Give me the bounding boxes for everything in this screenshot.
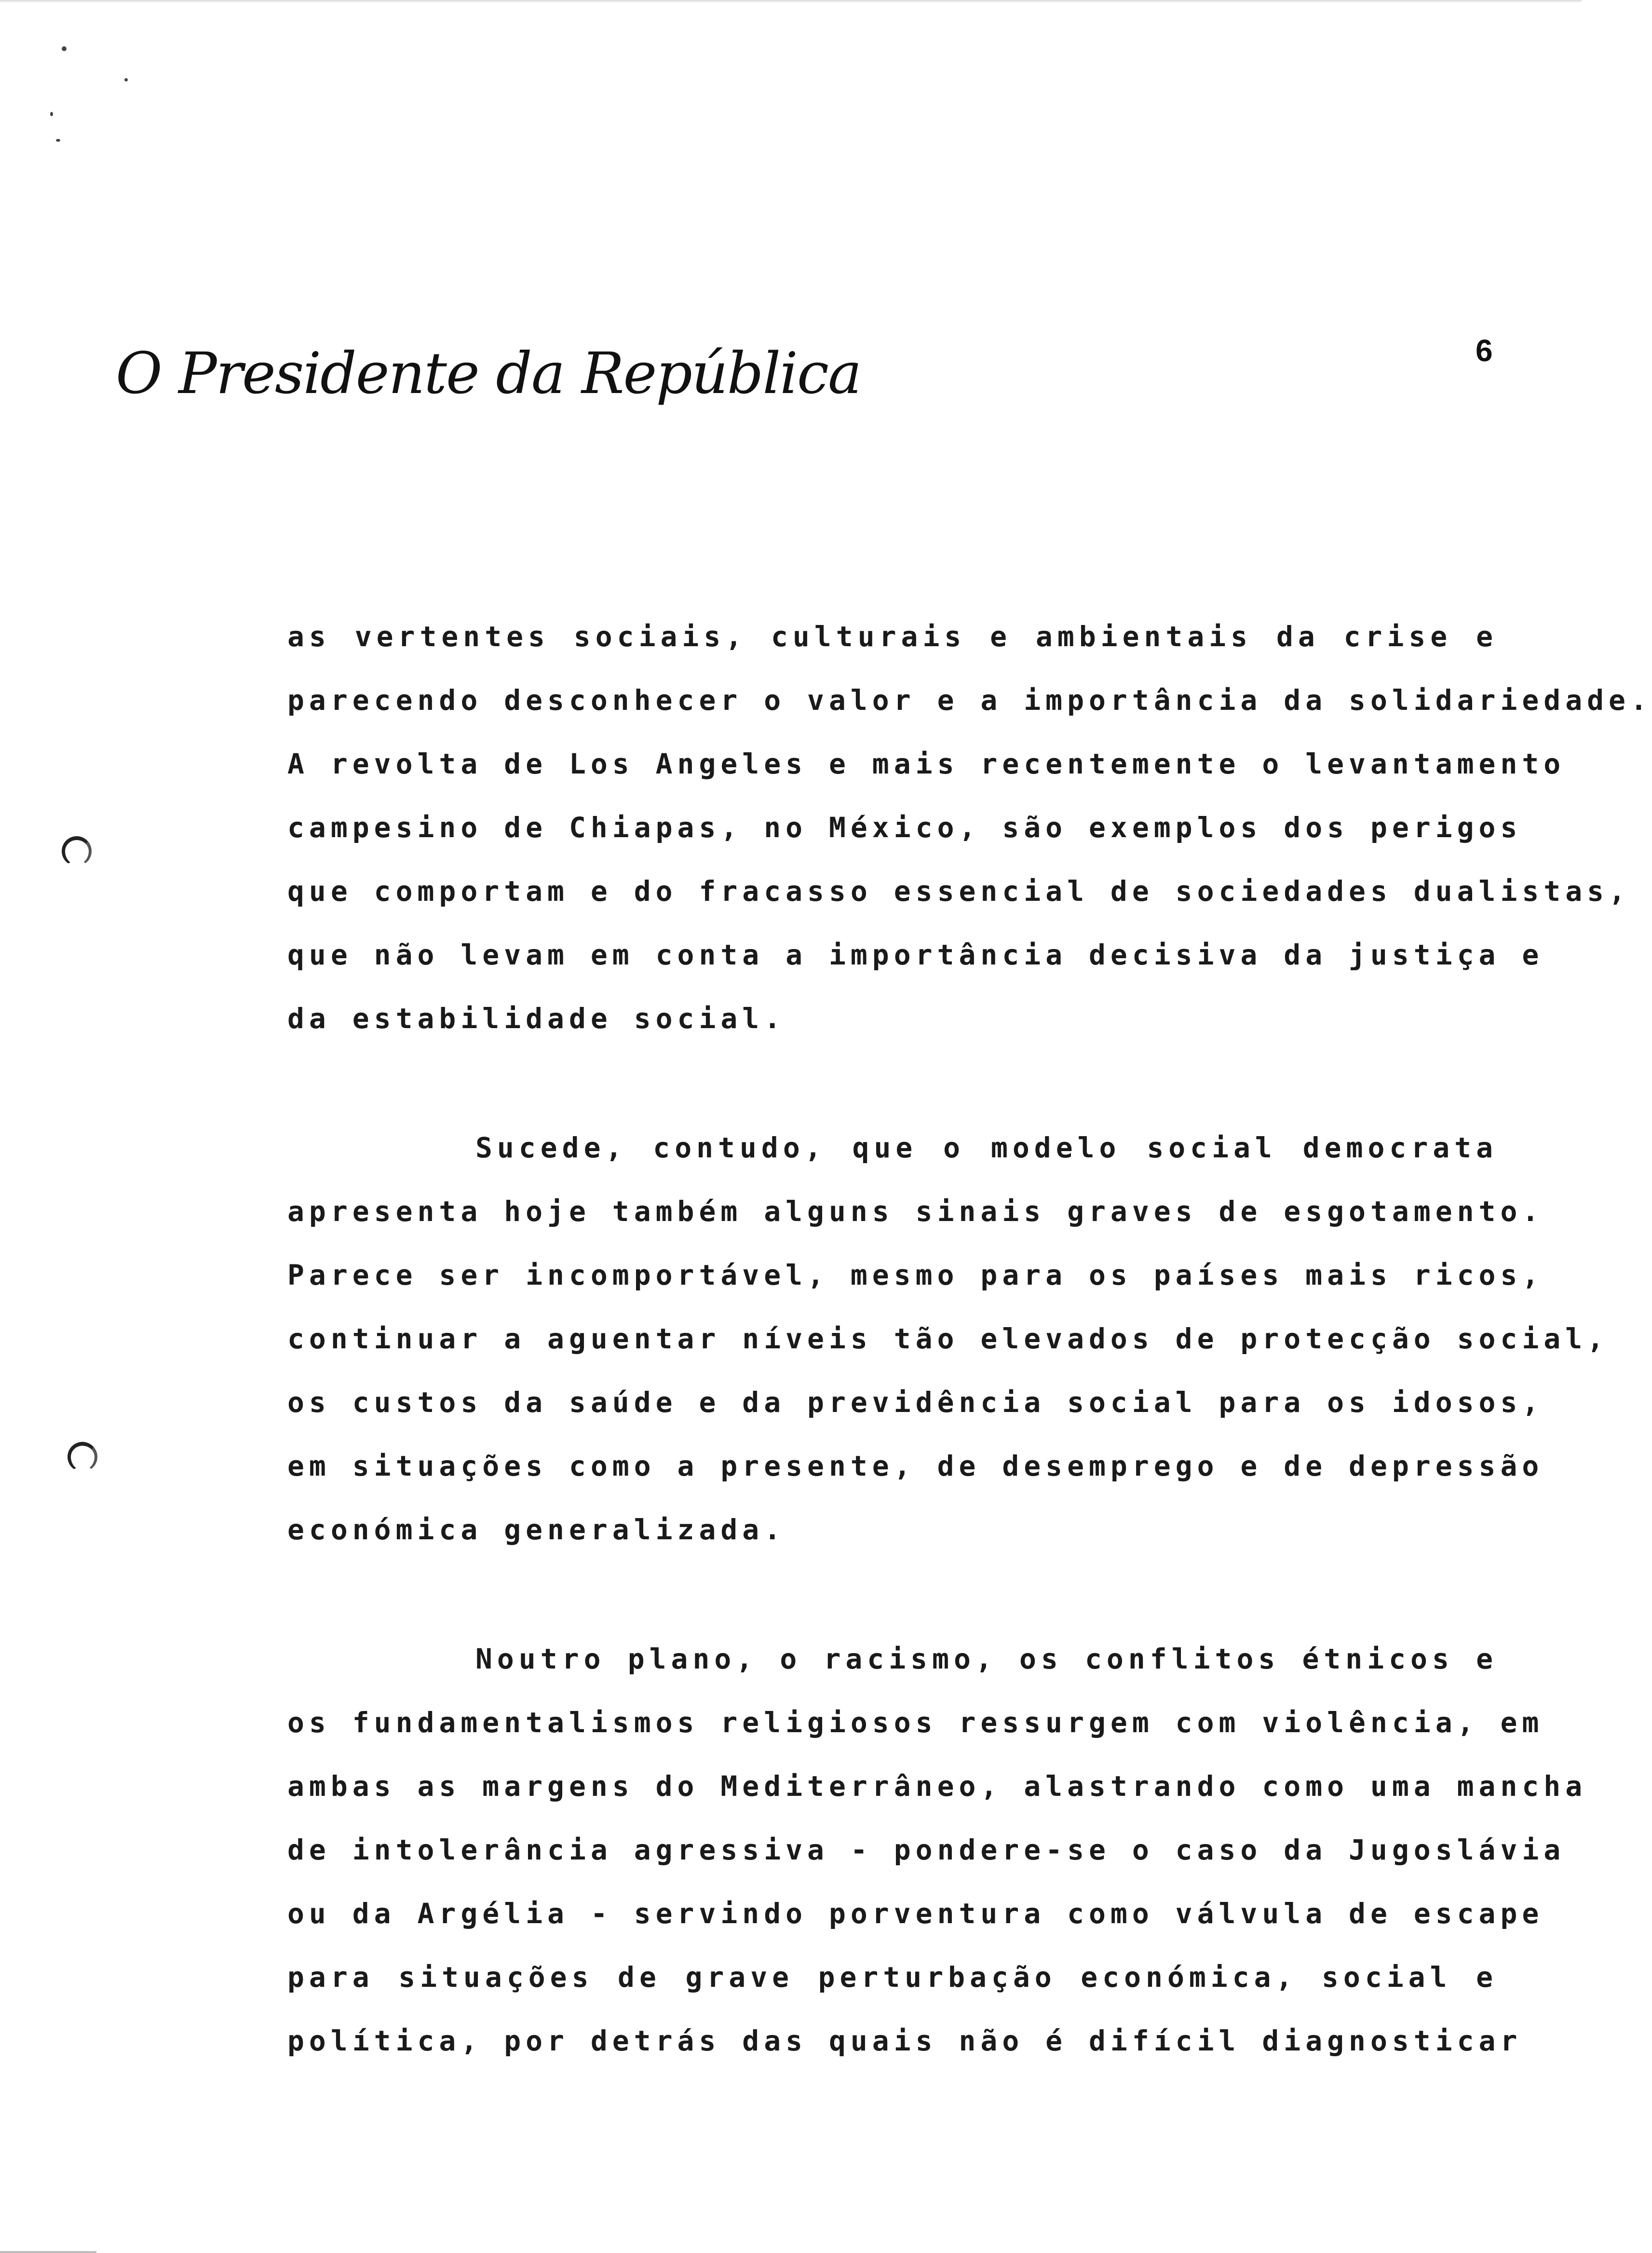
- text-line: ambas as margens do Mediterrâneo, alastrando como uma mancha: [287, 1770, 1587, 1803]
- punch-hole-upper: [62, 836, 92, 866]
- text-line: parecendo desconhecer o valor e a importância da solidariedade.: [287, 684, 1652, 717]
- scan-top-edge: [0, 0, 1582, 3]
- page-number: 6: [1476, 333, 1493, 368]
- scan-speck: [50, 112, 53, 116]
- text-line: de intolerância agressiva - pondere-se o caso da Jugoslávia: [287, 1833, 1566, 1866]
- text-line: ou da Argélia - servindo porventura como válvula de escape: [287, 1897, 1544, 1930]
- text-line: económica generalizada.: [287, 1513, 786, 1546]
- text-line: continuar a aguentar níveis tão elevados de protecção social,: [287, 1322, 1609, 1355]
- letterhead: [111, 333, 861, 424]
- text-line: da estabilidade social.: [287, 1002, 786, 1035]
- text-line: Noutro plano, o racismo, os conflitos étnicos e: [475, 1642, 1498, 1675]
- paragraph-gap: [287, 1569, 1498, 1635]
- punch-hole-lower: [68, 1442, 97, 1472]
- paragraph-gap: [287, 1058, 1498, 1124]
- paragraph-2: [287, 1124, 1609, 1569]
- text-line: Parece ser incomportável, mesmo para os países mais ricos,: [287, 1259, 1544, 1291]
- text-line: para situações de grave perturbação económica, social e: [287, 1961, 1498, 1994]
- text-line: campesino de Chiapas, no México, são exemplos dos perigos: [287, 811, 1522, 844]
- paragraph-1: [287, 612, 1652, 1058]
- scan-speck: [62, 46, 67, 51]
- body-text: [287, 612, 1652, 2080]
- scan-speck: [124, 78, 128, 81]
- text-line: apresenta hoje também alguns sinais graves de esgotamento.: [287, 1195, 1544, 1228]
- letterhead-text: O Presidente da República: [116, 340, 861, 407]
- scan-speck: [56, 139, 60, 142]
- text-line: as vertentes sociais, culturais e ambientais da crise e: [287, 620, 1498, 653]
- text-line: Sucede, contudo, que o modelo social democrata: [475, 1131, 1498, 1164]
- text-line: em situações como a presente, de desemprego e de depressão: [287, 1450, 1544, 1482]
- letterhead-script: [111, 333, 861, 424]
- text-line: política, por detrás das quais não é difícil diagnosticar: [287, 2024, 1522, 2057]
- scan-bottom-edge: [0, 2251, 96, 2253]
- text-line: os fundamentalismos religiosos ressurgem com violência, em: [287, 1706, 1544, 1739]
- text-line: que comportam e do fracasso essencial de sociedades dualistas,: [287, 875, 1630, 908]
- text-line: que não levam em conta a importância decisiva da justiça e: [287, 938, 1544, 971]
- text-line: A revolta de Los Angeles e mais recentemente o levantamento: [287, 747, 1566, 780]
- text-line: os custos da saúde e da previdência social para os idosos,: [287, 1386, 1544, 1419]
- paragraph-3: [287, 1635, 1587, 2080]
